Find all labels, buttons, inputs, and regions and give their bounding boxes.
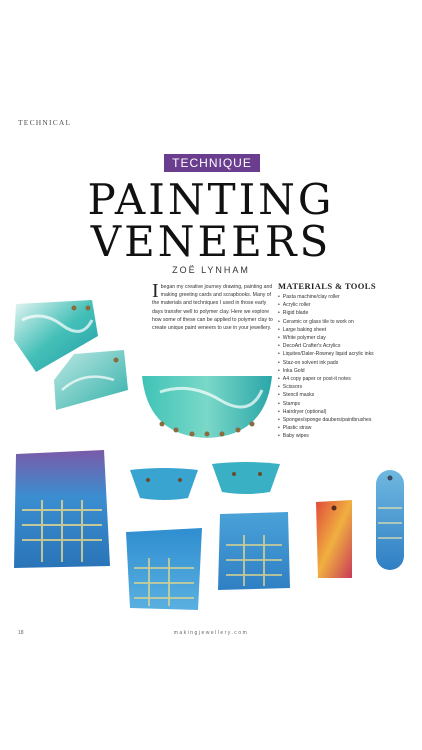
materials-heading: MATERIALS & TOOLS (278, 281, 376, 291)
material-item: • Stamps (278, 400, 408, 408)
website-footer: makingjewellery.com (173, 630, 249, 636)
material-item: • Scissors (278, 383, 408, 391)
material-item: • Inka Gold (278, 367, 408, 375)
material-item: • Pasta machine/clay roller (278, 293, 408, 301)
page-number: 18 (18, 630, 24, 636)
material-item: • Acrylic roller (278, 301, 408, 309)
veneer-pendant-teal-trapezoid (54, 350, 130, 412)
material-item: • Staz-on solvent ink pads (278, 359, 408, 367)
veneer-pendant-blue-large (12, 450, 112, 570)
veneer-pendant-blue-trapezoid (124, 528, 204, 612)
material-item: • Stencil masks (278, 391, 408, 399)
material-item: • Hairdryer (optional) (278, 408, 408, 416)
article-title-line-2: VENEERS (90, 217, 332, 266)
technique-badge: TECHNIQUE (164, 154, 260, 172)
material-item: • White polymer clay (278, 334, 408, 342)
drop-cap: I (152, 280, 159, 302)
material-item: • Large baking sheet (278, 326, 408, 334)
veneer-pendant-red (314, 500, 354, 580)
material-item: • Ceramic or glass tile to work on (278, 318, 408, 326)
veneer-pendant-half-moon (140, 372, 274, 442)
material-item: • Plastic straw (278, 424, 408, 432)
material-item: • DecoArt Crafter's Acrylics (278, 342, 408, 350)
material-item: • Sponges/sponge daubers/paintbrushes (278, 416, 408, 424)
intro-paragraph (152, 280, 274, 332)
materials-items (278, 293, 408, 441)
veneer-pendant-blue-tall (216, 510, 292, 592)
veneer-pendant-teal-small-arc (210, 460, 282, 496)
materials-list (278, 281, 408, 441)
material-item: • Baby wipes (278, 432, 408, 440)
author-byline: ZOË LYNHAM (172, 265, 250, 275)
material-item: • Rigid blade (278, 309, 408, 317)
veneer-pendant-blue-small-arc (128, 466, 200, 502)
article-title-line-1: PAINTING (87, 175, 335, 224)
section-label: TECHNICAL (18, 118, 72, 127)
material-item: • Liquitex/Daler-Rowney liquid acrylic inks (278, 350, 408, 358)
veneer-pendant-blue-oval (374, 468, 406, 572)
material-item: • A4 copy paper or post-it notes (278, 375, 408, 383)
intro-text: began my creative journey drawing, painting and making greeting cards and scrapbooks. Many of the materials and techniques I used in those early days transfer well to polymer clay. Here we explore how some of these can be applied to polymer clay to create unique paint veneers to use in your jewellery. (152, 284, 273, 332)
